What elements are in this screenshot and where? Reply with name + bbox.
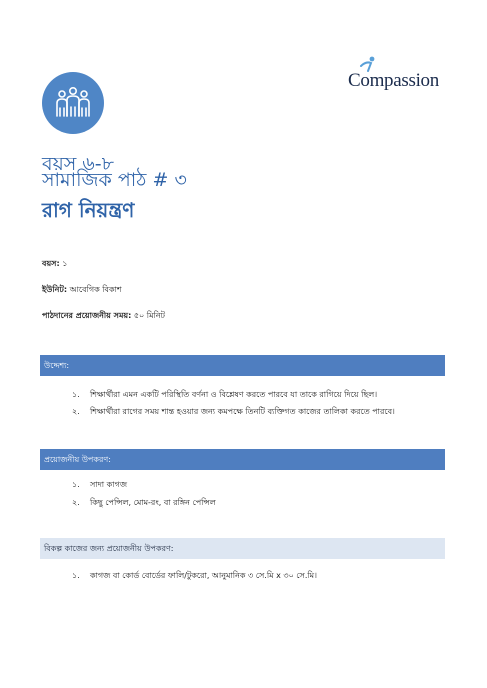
materials-heading: প্রয়োজনীয় উপকরণ: — [40, 449, 445, 470]
logo-text: Compassion — [348, 70, 439, 91]
list-item — [72, 406, 395, 419]
list-item — [72, 479, 127, 492]
meta-unit-value: আবেগিক বিকাশ — [69, 285, 122, 294]
objectives-heading: উদ্দেশ্য: — [40, 355, 445, 376]
list-item — [72, 570, 317, 583]
list-item-number: ২. — [72, 407, 80, 416]
alt-materials-heading: বিকল্প কাজের জন্য প্রয়োজনীয় উপকরণ: — [40, 538, 445, 559]
compassion-logo — [345, 56, 445, 96]
meta-unit-label: ইউনিট: — [42, 285, 68, 294]
age-range-title: বয়স ৬-৮ — [42, 153, 114, 175]
lesson-number-title: সামাজিক পাঠ # ৩ — [42, 169, 187, 191]
meta-time-label: পাঠদানের প্রয়োজনীয় সময়: — [42, 311, 132, 320]
list-item — [72, 389, 377, 402]
meta-age-label: বয়স: — [42, 259, 60, 268]
list-item-number: ১. — [72, 390, 80, 399]
page-title: রাগ নিয়ন্ত্রণ — [42, 198, 135, 222]
list-item-number: ২. — [72, 498, 80, 507]
list-item-text: শিক্ষার্থীরা এমন একটি পরিস্থিতি বর্ণনা ও বিশ্লেষণ করতে পারবে যা তাকে রাগিয়ে দিয়ে ছিল। — [90, 390, 378, 399]
list-item-text: সাদা কাগজ — [90, 480, 127, 489]
list-item-text: কাগজ বা কোর্ড বোর্ডের ফালি/টুকরো, আনুমানিক ৩ সে.মি x ৩০ সে.মি। — [90, 571, 317, 580]
list-item-text: শিক্ষার্থীরা রাগের সময় শান্ত হওয়ার জন্য কমপক্ষে তিনটি ব্যক্তিগত কাজের তালিকা করতে পারবে। — [90, 407, 395, 416]
list-item-number: ১. — [72, 571, 80, 580]
meta-age-value: ১ — [62, 259, 68, 268]
people-group-icon — [42, 72, 104, 134]
list-item — [72, 497, 216, 510]
list-item-text: কিছু পেন্সিল, মোম-রং, বা রঙ্গিন পেন্সিল — [90, 498, 216, 507]
meta-time-value: ৫০ মিনিট — [133, 311, 165, 320]
meta-time — [42, 310, 165, 323]
list-item-number: ১. — [72, 480, 80, 489]
meta-age — [42, 258, 67, 271]
meta-unit — [42, 284, 122, 297]
